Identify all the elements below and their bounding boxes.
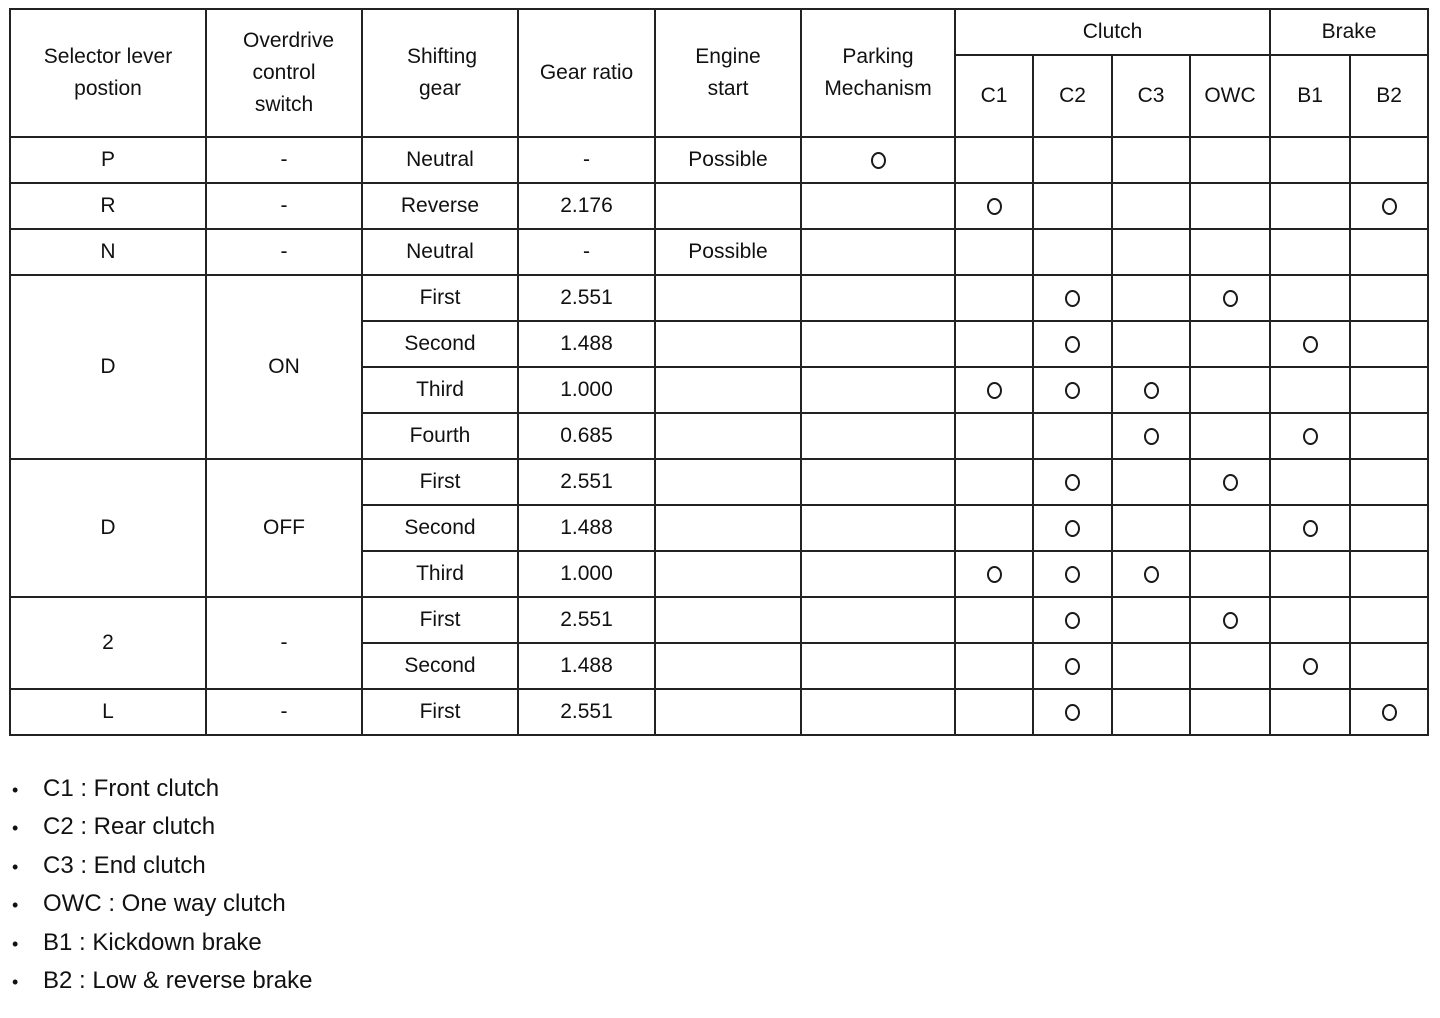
c1-cell — [955, 183, 1033, 229]
selector-position-cell: 2 — [10, 597, 206, 689]
header-c1: C1 — [955, 55, 1033, 137]
c3-cell — [1112, 551, 1190, 597]
c3-cell — [1112, 459, 1190, 505]
c1-cell — [955, 643, 1033, 689]
engaged-mark-icon — [1065, 474, 1080, 491]
b1-cell — [1270, 413, 1350, 459]
engaged-mark-icon — [1223, 612, 1238, 629]
legend-item-text: B1 : Kickdown brake — [43, 928, 262, 956]
c1-cell — [955, 137, 1033, 183]
engine-start-cell: Possible — [655, 137, 801, 183]
c1-cell — [955, 413, 1033, 459]
legend-item — [12, 770, 312, 808]
engine-start-cell — [655, 551, 801, 597]
b2-cell — [1350, 275, 1428, 321]
c3-cell — [1112, 689, 1190, 735]
c2-cell — [1033, 597, 1112, 643]
engaged-mark-icon — [1065, 520, 1080, 537]
clutch-brake-operation-table — [9, 8, 1429, 736]
parking-cell — [801, 643, 955, 689]
header-b1: B1 — [1270, 55, 1350, 137]
engine-start-cell — [655, 459, 801, 505]
legend-item-text: B2 : Low & reverse brake — [43, 966, 313, 994]
header-clutch-group: Clutch — [955, 9, 1270, 55]
c3-cell — [1112, 137, 1190, 183]
shifting-gear-cell: Neutral — [362, 229, 518, 275]
table-row — [10, 275, 1428, 321]
bullet-icon: • — [12, 818, 19, 839]
c1-cell — [955, 367, 1033, 413]
overdrive-switch-cell: ON — [206, 275, 362, 459]
c1-cell — [955, 551, 1033, 597]
abbreviation-legend — [12, 770, 312, 1000]
parking-cell — [801, 551, 955, 597]
bullet-icon: • — [12, 971, 19, 992]
c3-cell — [1112, 597, 1190, 643]
owc-cell — [1190, 321, 1270, 367]
b2-cell — [1350, 183, 1428, 229]
b2-cell — [1350, 551, 1428, 597]
bullet-icon: • — [12, 933, 19, 954]
header-brake-group: Brake — [1270, 9, 1428, 55]
engaged-mark-icon — [1065, 290, 1080, 307]
b1-cell — [1270, 689, 1350, 735]
parking-cell — [801, 229, 955, 275]
legend-item — [12, 847, 312, 885]
engaged-mark-icon — [1303, 658, 1318, 675]
header-shifting-gear: Shifting gear — [362, 9, 518, 137]
shifting-gear-cell: Second — [362, 505, 518, 551]
c2-cell — [1033, 689, 1112, 735]
c1-cell — [955, 321, 1033, 367]
gear-ratio-cell: - — [518, 229, 655, 275]
header-overdrive-control-switch: Overdrive control switch — [206, 9, 362, 137]
engaged-mark-icon — [1144, 382, 1159, 399]
engaged-mark-icon — [987, 198, 1002, 215]
selector-position-cell: R — [10, 183, 206, 229]
header-selector-lever-position: Selector lever postion — [10, 9, 206, 137]
b1-cell — [1270, 275, 1350, 321]
header-c2: C2 — [1033, 55, 1112, 137]
c3-cell — [1112, 321, 1190, 367]
engaged-mark-icon — [1223, 474, 1238, 491]
engaged-mark-icon — [1303, 520, 1318, 537]
c1-cell — [955, 689, 1033, 735]
b1-cell — [1270, 367, 1350, 413]
header-parking-mechanism: Parking Mechanism — [801, 9, 955, 137]
overdrive-switch-cell: - — [206, 689, 362, 735]
parking-cell — [801, 367, 955, 413]
shifting-gear-cell: Third — [362, 551, 518, 597]
parking-cell — [801, 413, 955, 459]
table-row — [10, 597, 1428, 643]
gear-ratio-cell: 1.488 — [518, 505, 655, 551]
engine-start-cell — [655, 505, 801, 551]
table-row — [10, 689, 1428, 735]
c2-cell — [1033, 413, 1112, 459]
shifting-gear-cell: Neutral — [362, 137, 518, 183]
overdrive-switch-cell: - — [206, 183, 362, 229]
gear-ratio-cell: 2.551 — [518, 275, 655, 321]
c1-cell — [955, 275, 1033, 321]
parking-cell — [801, 505, 955, 551]
table-row — [10, 229, 1428, 275]
c3-cell — [1112, 413, 1190, 459]
owc-cell — [1190, 597, 1270, 643]
legend-item-text: C2 : Rear clutch — [43, 813, 216, 841]
owc-cell — [1190, 643, 1270, 689]
selector-position-cell: D — [10, 275, 206, 459]
b2-cell — [1350, 413, 1428, 459]
b1-cell — [1270, 597, 1350, 643]
c1-cell — [955, 505, 1033, 551]
engine-start-cell — [655, 643, 801, 689]
c2-cell — [1033, 367, 1112, 413]
c2-cell — [1033, 183, 1112, 229]
owc-cell — [1190, 183, 1270, 229]
table-row — [10, 459, 1428, 505]
gear-ratio-cell: 2.551 — [518, 689, 655, 735]
shifting-gear-cell: Second — [362, 643, 518, 689]
engaged-mark-icon — [987, 566, 1002, 583]
c2-cell — [1033, 459, 1112, 505]
shifting-gear-cell: First — [362, 597, 518, 643]
shifting-gear-cell: Reverse — [362, 183, 518, 229]
gear-ratio-cell: 2.551 — [518, 597, 655, 643]
owc-cell — [1190, 505, 1270, 551]
engine-start-cell — [655, 275, 801, 321]
b1-cell — [1270, 137, 1350, 183]
c2-cell — [1033, 643, 1112, 689]
shifting-gear-cell: Fourth — [362, 413, 518, 459]
c2-cell — [1033, 229, 1112, 275]
bullet-icon: • — [12, 780, 19, 800]
engine-start-cell — [655, 321, 801, 367]
legend-item-text: C1 : Front clutch — [43, 775, 220, 802]
c1-cell — [955, 229, 1033, 275]
gear-ratio-cell: 1.488 — [518, 643, 655, 689]
engaged-mark-icon — [987, 382, 1002, 399]
gear-ratio-cell: 2.551 — [518, 459, 655, 505]
engaged-mark-icon — [1223, 290, 1238, 307]
engine-start-cell: Possible — [655, 229, 801, 275]
engaged-mark-icon — [1382, 704, 1397, 721]
legend-item — [12, 808, 312, 846]
owc-cell — [1190, 459, 1270, 505]
shifting-gear-cell: First — [362, 459, 518, 505]
shifting-gear-cell: First — [362, 689, 518, 735]
engaged-mark-icon — [1144, 566, 1159, 583]
c3-cell — [1112, 367, 1190, 413]
c2-cell — [1033, 505, 1112, 551]
legend-item-text: C3 : End clutch — [43, 851, 206, 879]
c3-cell — [1112, 505, 1190, 551]
gear-ratio-cell: - — [518, 137, 655, 183]
engine-start-cell — [655, 413, 801, 459]
gear-ratio-cell: 2.176 — [518, 183, 655, 229]
b1-cell — [1270, 183, 1350, 229]
header-owc: OWC — [1190, 55, 1270, 137]
parking-cell — [801, 275, 955, 321]
table-body — [10, 137, 1428, 735]
c3-cell — [1112, 275, 1190, 321]
engaged-mark-icon — [1303, 336, 1318, 353]
engaged-mark-icon — [1065, 658, 1080, 675]
b1-cell — [1270, 643, 1350, 689]
b2-cell — [1350, 137, 1428, 183]
b2-cell — [1350, 643, 1428, 689]
table-header — [10, 9, 1428, 137]
c1-cell — [955, 459, 1033, 505]
gear-ratio-cell: 1.000 — [518, 551, 655, 597]
c2-cell — [1033, 137, 1112, 183]
legend-item-text: OWC : One way clutch — [43, 890, 286, 918]
gear-ratio-cell: 1.000 — [518, 367, 655, 413]
header-gear-ratio: Gear ratio — [518, 9, 655, 137]
owc-cell — [1190, 551, 1270, 597]
operation-table-wrapper — [9, 8, 1427, 736]
engaged-mark-icon — [1382, 198, 1397, 215]
parking-cell — [801, 183, 955, 229]
gear-ratio-cell: 1.488 — [518, 321, 655, 367]
b2-cell — [1350, 505, 1428, 551]
parking-cell — [801, 597, 955, 643]
b2-cell — [1350, 229, 1428, 275]
engaged-mark-icon — [1065, 382, 1080, 399]
table-row — [10, 137, 1428, 183]
gear-ratio-cell: 0.685 — [518, 413, 655, 459]
owc-cell — [1190, 689, 1270, 735]
shifting-gear-cell: Third — [362, 367, 518, 413]
b1-cell — [1270, 505, 1350, 551]
c3-cell — [1112, 183, 1190, 229]
engine-start-cell — [655, 689, 801, 735]
legend-item — [12, 924, 312, 962]
engaged-mark-icon — [871, 152, 886, 169]
b1-cell — [1270, 229, 1350, 275]
engaged-mark-icon — [1065, 612, 1080, 629]
c1-cell — [955, 597, 1033, 643]
owc-cell — [1190, 275, 1270, 321]
engine-start-cell — [655, 367, 801, 413]
parking-cell — [801, 689, 955, 735]
b2-cell — [1350, 321, 1428, 367]
engine-start-cell — [655, 597, 801, 643]
parking-cell — [801, 459, 955, 505]
selector-position-cell: D — [10, 459, 206, 597]
selector-position-cell: P — [10, 137, 206, 183]
owc-cell — [1190, 229, 1270, 275]
parking-cell — [801, 137, 955, 183]
overdrive-switch-cell: - — [206, 229, 362, 275]
engaged-mark-icon — [1065, 704, 1080, 721]
shifting-gear-cell: First — [362, 275, 518, 321]
c2-cell — [1033, 551, 1112, 597]
overdrive-switch-cell: - — [206, 597, 362, 689]
shifting-gear-cell: Second — [362, 321, 518, 367]
selector-position-cell: L — [10, 689, 206, 735]
engaged-mark-icon — [1303, 428, 1318, 445]
c3-cell — [1112, 643, 1190, 689]
c2-cell — [1033, 275, 1112, 321]
b1-cell — [1270, 459, 1350, 505]
table-row — [10, 183, 1428, 229]
c2-cell — [1033, 321, 1112, 367]
engaged-mark-icon — [1065, 336, 1080, 353]
b2-cell — [1350, 367, 1428, 413]
header-engine-start: Engine start — [655, 9, 801, 137]
b2-cell — [1350, 459, 1428, 505]
parking-cell — [801, 321, 955, 367]
b2-cell — [1350, 689, 1428, 735]
legend-item — [12, 962, 312, 1000]
bullet-icon: • — [12, 895, 19, 916]
selector-position-cell: N — [10, 229, 206, 275]
b1-cell — [1270, 551, 1350, 597]
overdrive-switch-cell: - — [206, 137, 362, 183]
bullet-icon: • — [12, 856, 19, 877]
engaged-mark-icon — [1065, 566, 1080, 583]
owc-cell — [1190, 137, 1270, 183]
b2-cell — [1350, 597, 1428, 643]
c3-cell — [1112, 229, 1190, 275]
owc-cell — [1190, 413, 1270, 459]
legend-item — [12, 885, 312, 923]
engaged-mark-icon — [1144, 428, 1159, 445]
header-c3: C3 — [1112, 55, 1190, 137]
header-b2: B2 — [1350, 55, 1428, 137]
owc-cell — [1190, 367, 1270, 413]
engine-start-cell — [655, 183, 801, 229]
overdrive-switch-cell: OFF — [206, 459, 362, 597]
b1-cell — [1270, 321, 1350, 367]
